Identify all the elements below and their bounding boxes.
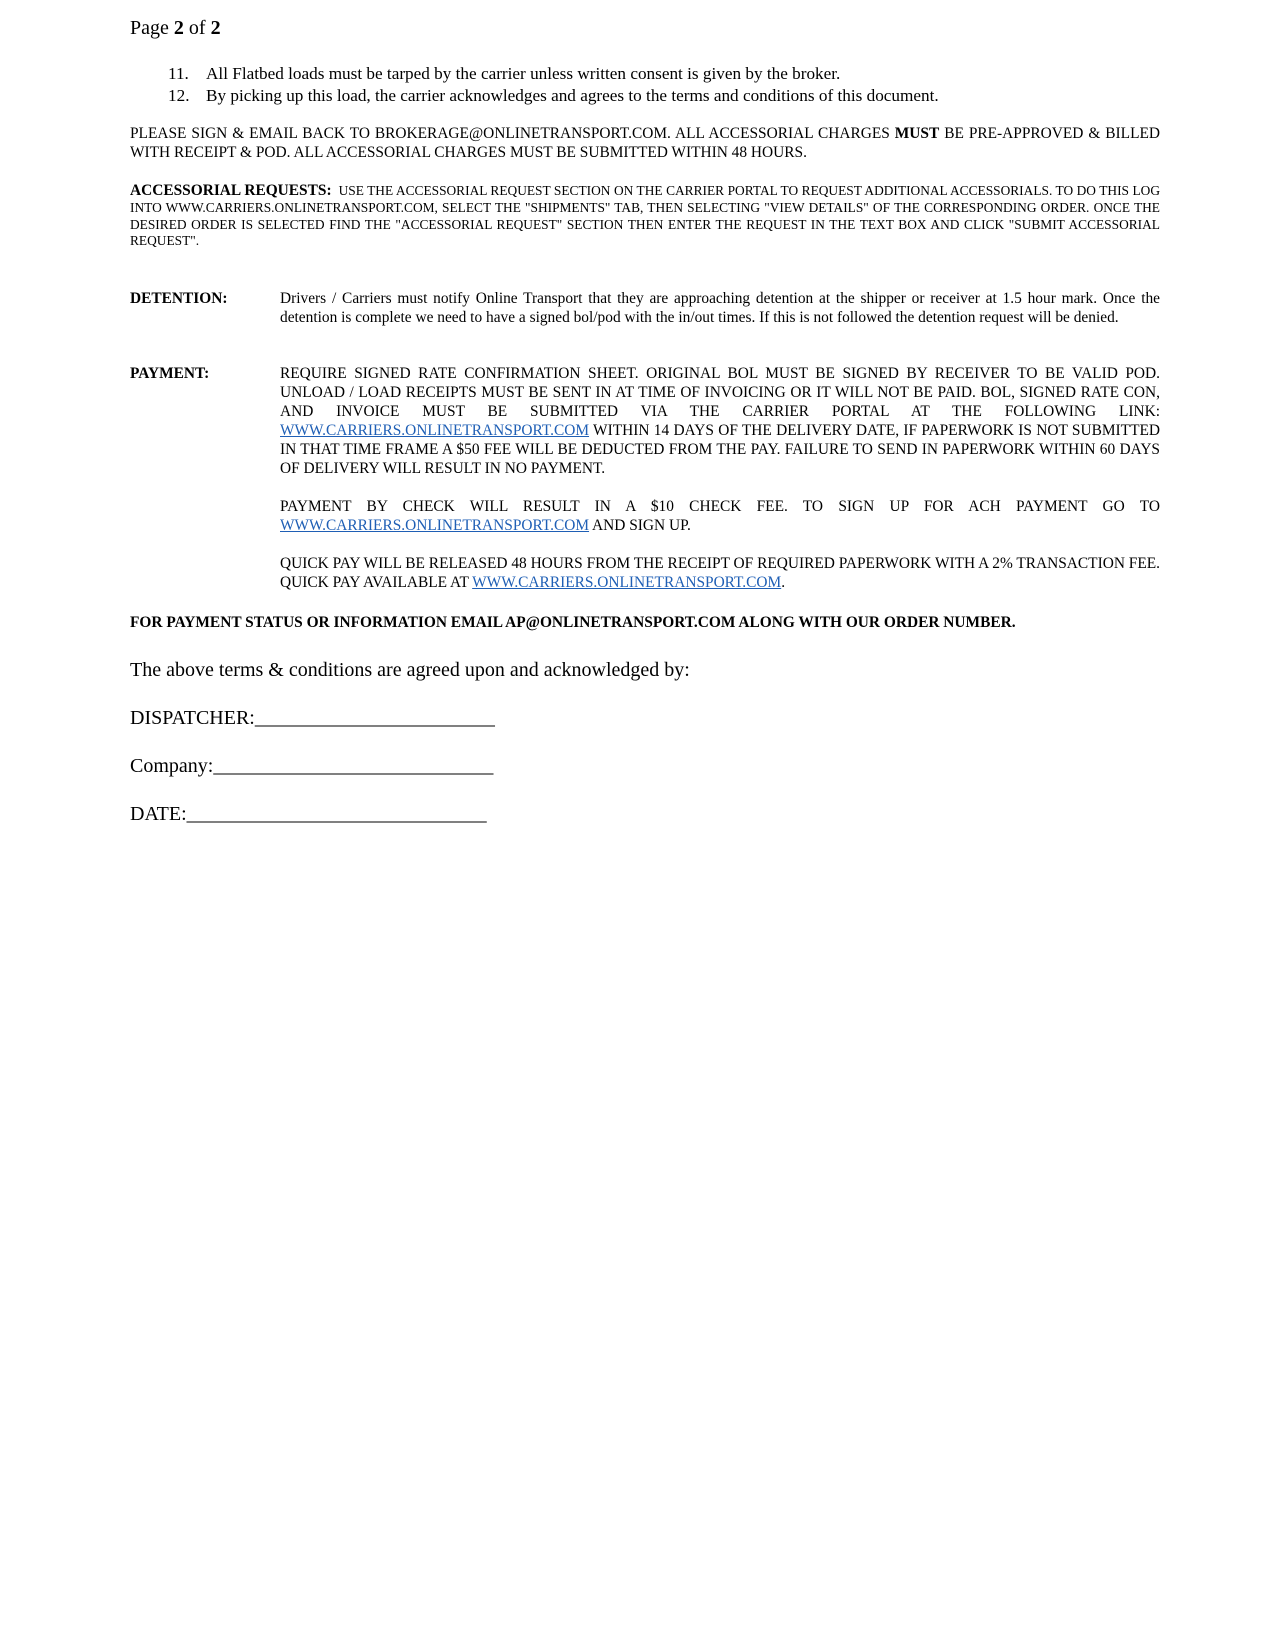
date-signature-line: DATE:______________________________ bbox=[130, 803, 487, 825]
accessorial-text: USE THE ACCESSORIAL REQUEST SECTION ON THE CARRIER PORTAL TO REQUEST ADDITIONAL ACCESSORIALS. TO DO THIS LOG INTO WWW.CARRIERS.ONLINETRANSPORT.COM, SELECT THE "SHIPMENTS" TAB, THEN SELECTING "VIEW DETAILS" OF THE CORRESPONDING ORDER. ONCE THE DESIRED ORDER IS SELECTED FIND THE "ACCESSORIAL REQUEST" SECTION THEN ENTER THE REQUEST IN THE TEXT BOX AND CLICK "SUBMIT ACCESSORIAL REQUEST". bbox=[130, 183, 1160, 249]
term-number: 11. bbox=[168, 64, 189, 83]
dispatcher-signature-line: DISPATCHER:________________________ bbox=[130, 707, 495, 729]
must-emphasis: MUST bbox=[894, 125, 940, 142]
term-item-12 bbox=[168, 85, 939, 107]
term-text: By picking up this load, the carrier acknowledges and agrees to the terms and conditions of this document. bbox=[206, 86, 939, 105]
payment-status-note: FOR PAYMENT STATUS OR INFORMATION EMAIL AP@ONLINETRANSPORT.COM ALONG WITH OUR ORDER NUMBER. bbox=[130, 614, 1016, 631]
sign-email-notice: PLEASE SIGN & EMAIL BACK TO BROKERAGE@ONLINETRANSPORT.COM. ALL ACCESSORIAL CHARGES MUST BE PRE-APPROVED & BILLED WITH RECEIPT & POD. ALL ACCESSORIAL CHARGES MUST BE SUBMITTED WITHIN 48 HOURS. bbox=[130, 125, 1160, 161]
page-number: Page 2 of 2 bbox=[130, 17, 221, 39]
payment-label: PAYMENT: bbox=[130, 365, 210, 382]
term-item-11 bbox=[168, 63, 939, 85]
page-total: 2 bbox=[210, 17, 221, 39]
quick-pay-link[interactable]: WWW.CARRIERS.ONLINETRANSPORT.COM bbox=[472, 574, 782, 591]
company-signature-line: Company:____________________________ bbox=[130, 755, 494, 777]
terms-list bbox=[168, 63, 939, 107]
page-current: 2 bbox=[173, 17, 184, 39]
payment-paragraph-quickpay: QUICK PAY WILL BE RELEASED 48 HOURS FROM THE RECEIPT OF REQUIRED PAPERWORK WITH A 2% TRANSACTION FEE. QUICK PAY AVAILABLE AT WWW.CARRIERS.ONLINETRANSPORT.COM. bbox=[280, 555, 1160, 591]
detention-text: Drivers / Carriers must notify Online Transport that they are approaching detention at the shipper or receiver at 1.5 hour mark. Once the detention is complete we need to have a signed bol/pod with the in/out times. If this is not followed the detention request will be denied. bbox=[280, 290, 1160, 326]
accessorial-label: ACCESSORIAL REQUESTS: bbox=[130, 182, 332, 199]
payment-paragraph-paperwork: REQUIRE SIGNED RATE CONFIRMATION SHEET. ORIGINAL BOL MUST BE SIGNED BY RECEIVER TO BE VALID POD. UNLOAD / LOAD RECEIPTS MUST BE SENT IN AT TIME OF INVOICING OR IT WILL NOT BE PAID. BOL, SIGNED RATE CON, AND INVOICE MUST BE SUBMITTED VIA THE CARRIER PORTAL AT THE FOLLOWING LINK: WWW.CARRIERS.ONLINETRANSPORT.COM WITHIN 14 DAYS OF THE DELIVERY DATE, IF PAPERWORK IS NOT SUBMITTED IN THAT TIME FRAME A $50 FEE WILL BE DEDUCTED FROM THE PAY. FAILURE TO SEND IN PAPERWORK WITHIN 60 DAYS OF DELIVERY WILL RESULT IN NO PAYMENT. bbox=[280, 365, 1160, 477]
ach-signup-link[interactable]: WWW.CARRIERS.ONLINETRANSPORT.COM bbox=[280, 517, 590, 534]
accessorial-requests bbox=[130, 183, 1160, 250]
payment-paragraph-check: PAYMENT BY CHECK WILL RESULT IN A $10 CHECK FEE. TO SIGN UP FOR ACH PAYMENT GO TO WWW.CARRIERS.ONLINETRANSPORT.COM AND SIGN UP. bbox=[280, 498, 1160, 534]
payment-text bbox=[280, 364, 1160, 611]
detention-label: DETENTION: bbox=[130, 290, 228, 307]
carrier-portal-link[interactable]: WWW.CARRIERS.ONLINETRANSPORT.COM bbox=[280, 422, 590, 439]
term-number: 12. bbox=[168, 86, 190, 105]
acknowledgement-statement: The above terms & conditions are agreed upon and acknowledged by: bbox=[130, 659, 690, 681]
term-text: All Flatbed loads must be tarped by the carrier unless written consent is given by the broker. bbox=[206, 64, 841, 83]
